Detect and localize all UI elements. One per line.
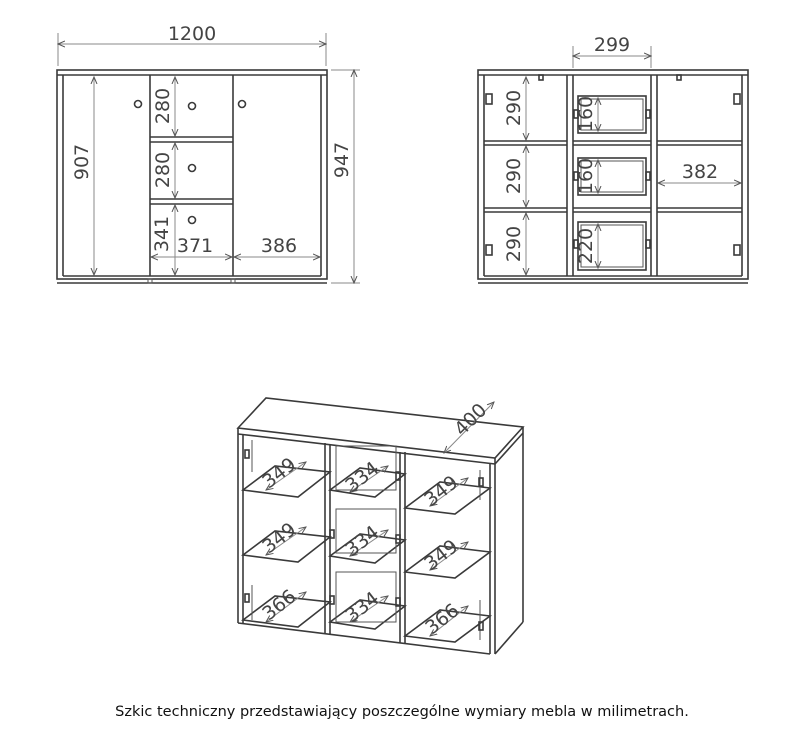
right-1-depth-label: 349: [420, 471, 463, 512]
hinge-icon: [245, 594, 249, 602]
hinge-icon: [479, 478, 483, 486]
right-3-depth-label: 366: [421, 599, 464, 640]
side-width-label: 386: [260, 235, 298, 257]
depth-label: 400: [450, 399, 492, 441]
right-width-label: 382: [681, 161, 719, 183]
left-shelf-2-height-label: 290: [503, 157, 525, 195]
right-2-depth-label: 349: [420, 535, 463, 576]
drawer-top-height-label: 280: [152, 87, 174, 125]
hinge-icon: [734, 245, 740, 255]
drawer-2-height-label: 160: [575, 157, 597, 195]
knob-icon: [189, 103, 196, 110]
hinge-icon: [734, 94, 740, 104]
left-shelf-1-height-label: 290: [503, 89, 525, 127]
caption: Szkic techniczny przedstawiający poszczególne wymiary mebla w milimetrach.: [115, 704, 689, 720]
open-view: [478, 34, 748, 283]
left-3-depth-label: 366: [258, 585, 301, 626]
mid-2-depth-label: 334: [341, 521, 384, 562]
hinge-icon: [245, 450, 249, 458]
left-2-depth-label: 349: [258, 518, 301, 559]
knob-icon: [189, 165, 196, 172]
front-inner-height-label: 907: [71, 143, 93, 181]
front-view: [57, 23, 360, 283]
drawer-3-height-label: 220: [575, 227, 597, 265]
front-width-label: 1200: [167, 23, 217, 45]
drawer-1-height-label: 160: [575, 95, 597, 133]
knob-icon: [189, 217, 196, 224]
drawer-bottom-height-label: 341: [151, 215, 173, 253]
mid-3-depth-label: 334: [341, 587, 384, 628]
drawer-mid-height-label: 280: [152, 151, 174, 189]
knob-icon: [239, 101, 246, 108]
hinge-icon: [486, 245, 492, 255]
mid-1-depth-label: 334: [341, 457, 384, 498]
isometric-view: [238, 398, 523, 654]
middle-width-label: 371: [176, 235, 214, 257]
open-top-width-label: 299: [593, 34, 631, 56]
knob-icon: [135, 101, 142, 108]
hinge-icon: [486, 94, 492, 104]
left-shelf-3-height-label: 290: [503, 225, 525, 263]
left-1-depth-label: 349: [258, 453, 301, 494]
front-total-height-label: 947: [331, 141, 353, 179]
